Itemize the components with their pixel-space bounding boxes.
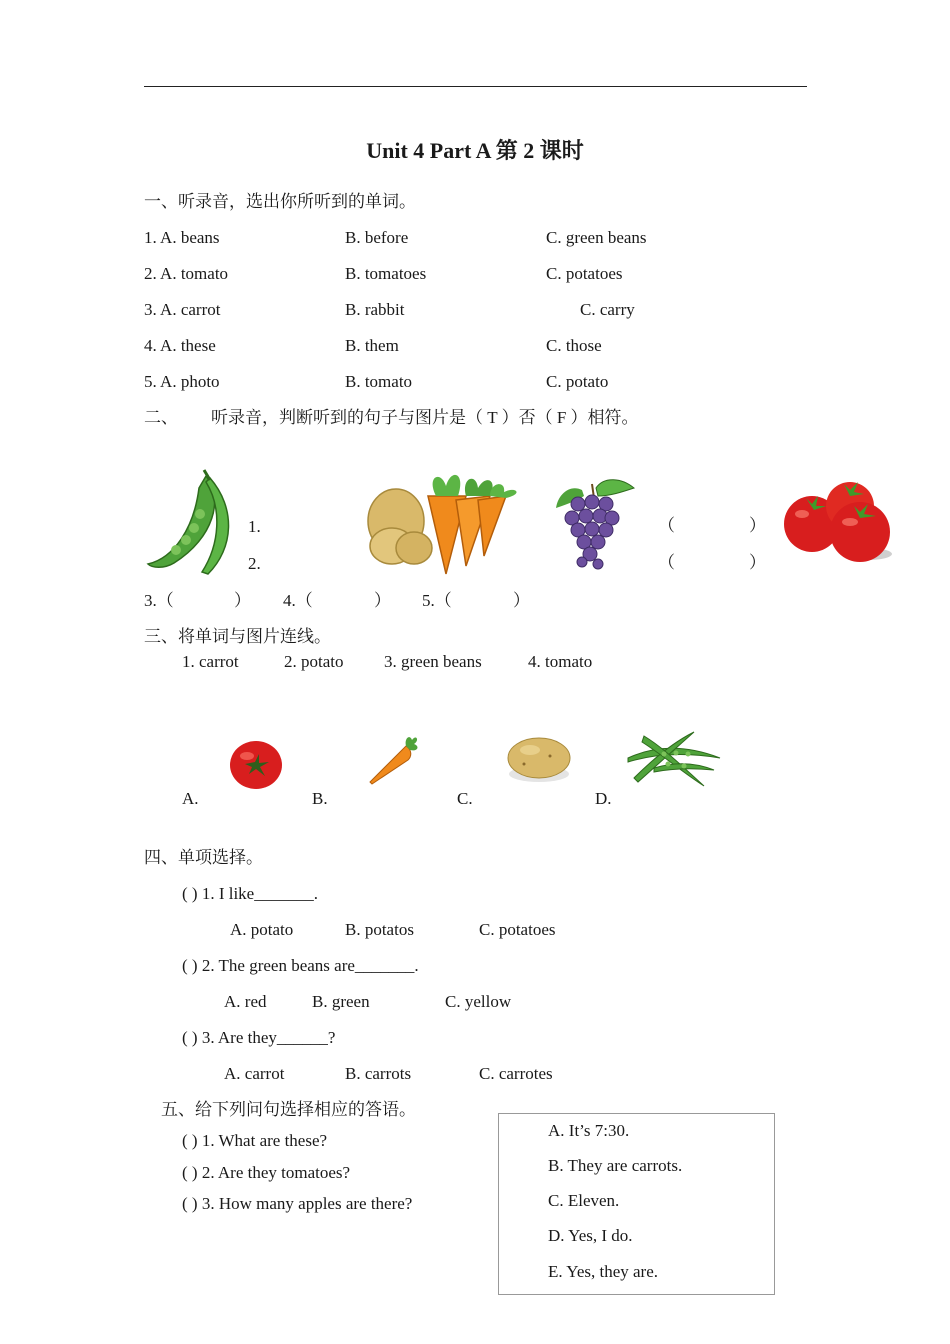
s1-q1-c: C. green beans [546,228,647,247]
s3-word-4: 4. tomato [528,652,593,671]
s4-q3: ( ) 3. Are they______? [182,1028,336,1047]
s5-answer-c: C. Eleven. [548,1191,620,1210]
s4-q2: ( ) 2. The green beans are_______. [182,956,419,975]
section5-heading: 五、给下列问句选择相应的答语。 [161,1100,416,1119]
tomato-picture [229,740,283,790]
s5-q3: ( ) 3. How many apples are there? [182,1194,413,1213]
s2-paren-open-1: （ [658,516,675,535]
s1-q4-b: B. them [345,336,399,355]
s2-bottom-5-open: 5.（ [422,591,452,610]
green-beans-bunch-picture [624,728,724,790]
s3-letter-c: C. [457,789,473,808]
s1-q5-b: B. tomato [345,372,413,391]
s4-q1: ( ) 1. I like_______. [182,884,318,903]
s1-q3-c: C. carry [580,300,635,319]
s2-bottom-3-close: ） [234,591,251,610]
section2-heading: 听录音，判断听到的句子与图片是（ T ）否（ F ）相符。 [211,408,639,427]
s4-q1-opt-a: A. potato [230,920,294,939]
s2-label-2: 2. [248,554,261,573]
carrot-picture [366,732,420,786]
s4-q2-opt-b: B. green [312,992,370,1011]
s2-bottom-4-close: ） [374,591,391,610]
s5-answer-b: B. They are carrots. [548,1156,683,1175]
s4-q1-opt-c: C. potatoes [479,920,556,939]
s1-q2-a: 2. A. tomato [144,264,229,283]
s4-q2-opt-a: A. red [224,992,267,1011]
s2-bottom-4-open: 4.（ [283,591,313,610]
s3-word-3: 3. green beans [384,652,482,671]
s2-bottom-5-close: ） [513,591,530,610]
section3-heading: 三、将单词与图片连线。 [144,627,331,646]
s1-q2-c: C. potatoes [546,264,623,283]
green-beans-picture [144,468,240,576]
s4-q3-opt-c: C. carrotes [479,1064,553,1083]
page-title: Unit 4 Part A 第 2 课时 [366,138,584,163]
s3-letter-d: D. [595,789,612,808]
section1-heading: 一、听录音，选出你所听到的单词。 [144,192,416,211]
s1-q5-a: 5. A. photo [144,372,220,391]
s3-word-2: 2. potato [284,652,344,671]
s3-letter-b: B. [312,789,328,808]
s1-q4-a: 4. A. these [144,336,216,355]
s1-q2-b: B. tomatoes [345,264,427,283]
s4-q2-opt-c: C. yellow [445,992,512,1011]
s1-q1-b: B. before [345,228,409,247]
s3-letter-a: A. [182,789,199,808]
s5-answer-a: A. It’s 7:30. [548,1121,630,1140]
s4-q1-opt-b: B. potatos [345,920,414,939]
s1-q4-c: C. those [546,336,602,355]
section4-heading: 四、单项选择。 [144,848,263,867]
s5-answer-e: E. Yes, they are. [548,1262,659,1281]
s2-paren-close-1: ） [749,516,766,535]
section2-number: 二、 [144,408,178,427]
s2-paren-close-2: ） [749,553,766,572]
s5-q2: ( ) 2. Are they tomatoes? [182,1163,351,1182]
s5-q1: ( ) 1. What are these? [182,1131,328,1150]
s5-answer-d: D. Yes, I do. [548,1226,633,1245]
s4-q3-opt-a: A. carrot [224,1064,285,1083]
s3-word-1: 1. carrot [182,652,239,671]
s2-bottom-3-open: 3.（ [144,591,174,610]
s1-q5-c: C. potato [546,372,609,391]
potatoes-carrots-picture [366,466,526,578]
s2-paren-open-2: （ [658,553,675,572]
s1-q3-a: 3. A. carrot [144,300,221,319]
s1-q3-b: B. rabbit [345,300,405,319]
potato-picture [506,734,572,784]
header-rule [144,86,807,87]
s4-q3-opt-b: B. carrots [345,1064,412,1083]
tomatoes-picture [782,476,896,566]
s1-q1-a: 1. A. beans [144,228,220,247]
grapes-picture [552,474,636,574]
s2-label-1: 1. [248,517,261,536]
